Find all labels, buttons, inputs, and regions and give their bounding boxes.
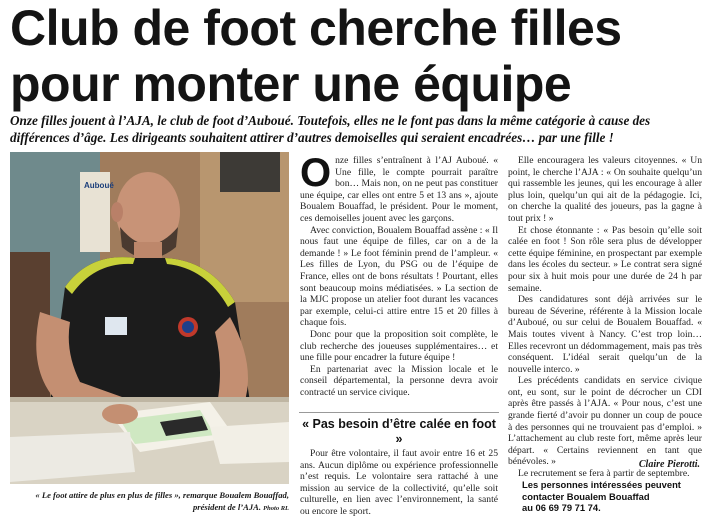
paragraph-10: Le recrutement se fera à partir de septembre. xyxy=(518,468,690,480)
drop-cap: O xyxy=(300,151,332,195)
paragraph-4: En partenariat avec la Mission locale et le conseil départemental, la personne devra avoir contracté un service civique. xyxy=(300,363,498,398)
article-column-1-bottom xyxy=(300,448,498,518)
paragraph-7: Et chose étonnante : « Pas besoin qu’elle soit calée en foot ! Son rôle sera plus de développer cette équipe féminine, en prospectant par exemple dans les écoles du secteur. » Le contrat sera signé pour six à huit mois pour une durée de 24 h par semaine. xyxy=(508,224,702,294)
paragraph-1-text: nze filles s’entraînent à l’AJ Auboué. « Une fille, le compte pourrait paraître bon… Mais non, on ne peut pas constituer une équipe, car elles ont entre 5 et 13 ans », ajoute Boualem Bouaffad, le président. Pour le moment, ces demoiselles jouent avec les garçons. xyxy=(300,155,498,224)
headline xyxy=(10,0,700,112)
photo-caption-text: « Le foot attire de plus en plus de filles », remarque Boualem Bouaffad, président de l’AJA. xyxy=(35,490,289,512)
paragraph-6: Elle encouragera les valeurs citoyennes. « Un point, le cherche l’AJA : « On souhaite quelqu’un qui rassemble les jeunes, qui les encourage à aller plus loin, quelqu’un qui ait de la pédagogie. Ici, on cherche la qualité des joueurs, pas la gagne à tout prix ! » xyxy=(508,155,702,224)
contact-line-2: contacter Boualem Bouaffad xyxy=(522,490,650,502)
pull-quote: « Pas besoin d’être calée en foot » xyxy=(299,412,499,447)
contact-line-1: Les personnes intéressées peuvent xyxy=(522,479,681,490)
author-signature: Claire Pierotti. xyxy=(638,459,700,470)
article-photo xyxy=(10,152,289,484)
paragraph-9: Les précédents candidats en service civique ont, eu sont, sur le point de décrocher un CDI après être passés à l’AJA. « Pour nous, c’est une grande fierté d’avoir pu donner un coup de pouce à des personnes qui ne trouvaient pas d’emploi. » L’attachement au club reste fort, même après leur départ. « Certains reviennent en tant que bénévoles. » xyxy=(508,375,702,468)
paragraph-8: Des candidatures sont déjà arrivées sur le bureau de Séverine, référente à la Mission locale d’Auboué, ou sur celui de Boualem Bouaffad. « Mais toutes vivent à Nancy. C’est trop loin… Elles recevront un dédommagement, mais pas très conséquent. L’idéal serait quelqu’un de la nouvelle interco. » xyxy=(508,294,702,375)
headline-line-2: pour monter une équipe xyxy=(10,56,572,112)
paragraph-2: Avec conviction, Boualem Bouaffad assène : « Il nous faut une équipe de filles, car on a de la demande ! » Le foot féminin prend de l’ampleur. « Les filles de Lyon, du PSG ou de l’équipe de France, elles ont de bons résultats ! Pourtant, elles sont beaucoup moins médiatisées. » La section de la MJC propose un atelier foot durant les vacances par exemple, celui-ci attire entre 15 et 20 filles à chaque fois. xyxy=(300,224,498,329)
contact-box xyxy=(522,479,702,514)
photo-caption xyxy=(10,489,289,515)
standfirst: Onze filles jouent à l’AJA, le club de foot d’Auboué. Toutefois, elles ne le font pas dans la même catégorie à cause des différences d’âge. Les dirigeants souhaitent attirer d’autres demoiselles qui seraient encadrées… par une fille ! xyxy=(10,113,651,145)
paragraph-5: Pour être volontaire, il faut avoir entre 16 et 25 ans. Aucun diplôme ou expérience professionnelle n’est requis. Le volontaire sera rattaché à une mission au service de la collectivité, qu’elle soit culturelle, en lien avec l’environnement, la santé ou encore le sport. xyxy=(300,448,498,517)
paragraph-1 xyxy=(300,151,498,225)
photo-credit: Photo RL xyxy=(263,505,289,512)
paragraph-3: Donc pour que la proposition soit complète, le club recherche des joueuses supplémentaires… et une fille pour encadrer la future équipe ! xyxy=(300,328,498,364)
poster-text: Auboué xyxy=(84,181,114,190)
article-column-2 xyxy=(508,155,702,480)
photo-illustration xyxy=(10,152,289,484)
article-column-1 xyxy=(300,151,498,398)
contact-phone: au 06 69 79 71 74. xyxy=(522,502,601,513)
headline-line-1: Club de foot cherche filles xyxy=(10,0,622,56)
